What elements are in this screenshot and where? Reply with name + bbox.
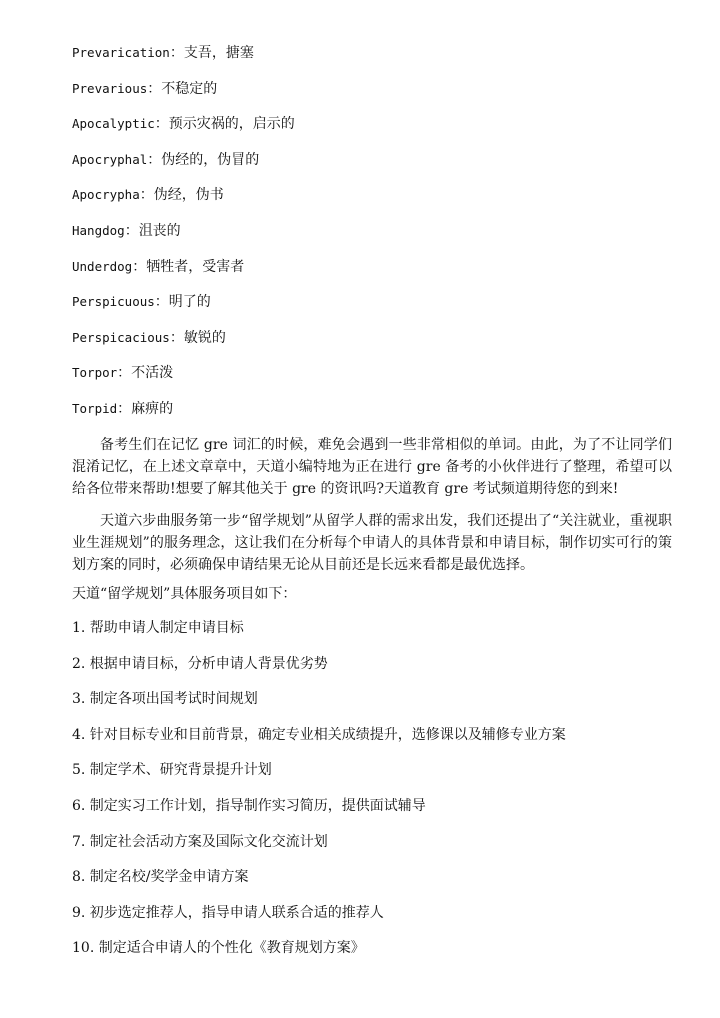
service-item: 3. 制定各项出国考试时间规划 — [72, 691, 258, 708]
vocab-item — [72, 400, 672, 436]
service-item: 5. 制定学术、研究背景提升计划 — [72, 762, 272, 779]
vocab-word: Apocalyptic — [72, 116, 155, 132]
vocab-definition: 伪经，伪书 — [153, 187, 224, 204]
service-list — [72, 617, 672, 973]
service-item: 1. 帮助申请人制定申请目标 — [72, 620, 244, 636]
vocab-separator: ： — [169, 329, 184, 346]
vocab-definition: 伪经的，伪冒的 — [161, 151, 260, 168]
vocab-item — [72, 329, 672, 365]
vocab-separator: ： — [117, 400, 132, 417]
vocab-word: Perspicuous — [72, 294, 155, 310]
vocab-separator: ： — [147, 151, 162, 168]
vocab-definition: 不活泼 — [131, 365, 174, 382]
vocab-definition: 支吾，搪塞 — [183, 45, 254, 61]
vocab-item — [72, 222, 672, 258]
vocab-separator: ： — [154, 116, 169, 133]
service-item: 10. 制定适合申请人的个性化《教育规划方案》 — [72, 940, 365, 957]
vocab-definition: 明了的 — [168, 294, 211, 311]
service-item: 7. 制定社会活动方案及国际文化交流计划 — [72, 833, 328, 850]
vocab-separator: ： — [139, 187, 154, 204]
vocab-definition: 敏锐的 — [183, 329, 226, 346]
service-item: 8. 制定名校/奖学金申请方案 — [72, 869, 249, 886]
vocab-item — [72, 364, 672, 400]
vocab-word: Apocryphal — [72, 151, 148, 167]
vocab-definition: 牺牲者，受害者 — [146, 258, 245, 275]
vocab-separator: ： — [132, 258, 147, 275]
vocab-definition: 沮丧的 — [138, 222, 181, 239]
vocab-definition: 预示灾祸的，启示的 — [168, 116, 295, 133]
vocab-word: Underdog — [72, 258, 133, 274]
vocab-definition: 麻痹的 — [131, 400, 174, 417]
vocab-word: Prevarious — [72, 80, 148, 96]
vocab-item — [72, 80, 672, 116]
vocab-separator: ： — [124, 222, 139, 239]
vocab-definition: 不稳定的 — [161, 80, 218, 97]
service-paragraph: 天道六步曲服务第一步“留学规划”从留学人群的需求出发，我们还提出了“关注就业，重视职业生涯规划”的服务理念，这让我们在分析每个申请人的具体背景和申请目标，制作切实可行的策划方案的同时，必须确保申请结果无论从目前还是长远来看都是最优选择。 — [72, 513, 672, 573]
vocab-item — [72, 293, 672, 329]
vocab-word: Prevarication — [72, 45, 170, 60]
vocab-word: Perspicacious — [72, 329, 170, 345]
vocab-item — [72, 44, 672, 80]
vocab-word: Torpid — [72, 400, 118, 416]
vocab-separator: ： — [117, 365, 132, 382]
vocab-item — [72, 115, 672, 151]
vocab-word: Apocrypha — [72, 187, 140, 203]
vocab-item — [72, 151, 672, 187]
vocab-item — [72, 186, 672, 222]
service-list-intro: 天道“留学规划”具体服务项目如下： — [72, 586, 297, 602]
vocab-item — [72, 258, 672, 294]
vocab-separator: ： — [169, 45, 184, 61]
vocab-word: Torpor — [72, 365, 118, 381]
vocab-separator: ： — [147, 80, 162, 97]
vocab-separator: ： — [154, 294, 169, 311]
service-item: 6. 制定实习工作计划，指导制作实习简历，提供面试辅导 — [72, 797, 426, 814]
intro-paragraph: 备考生们在记忆 gre 词汇的时候，难免会遇到一些非常相似的单词。由此，为了不让同学们混淆记忆，在上述文章章中，天道小编特地为正在进行 gre 备考的小伙伴进行了整理，希望可以给各位带来帮助!想要了解其他关于 gre 的资讯吗?天道教育 gre 考试频道期待您的到来! — [72, 437, 672, 497]
service-item: 2. 根据申请目标，分析申请人背景优劣势 — [72, 655, 328, 672]
vocabulary-list — [72, 44, 672, 436]
service-item: 9. 初步选定推荐人，指导申请人联系合适的推荐人 — [72, 904, 384, 921]
service-item: 4. 针对目标专业和目前背景，确定专业相关成绩提升，选修课以及辅修专业方案 — [72, 726, 566, 743]
vocab-word: Hangdog — [72, 222, 125, 238]
